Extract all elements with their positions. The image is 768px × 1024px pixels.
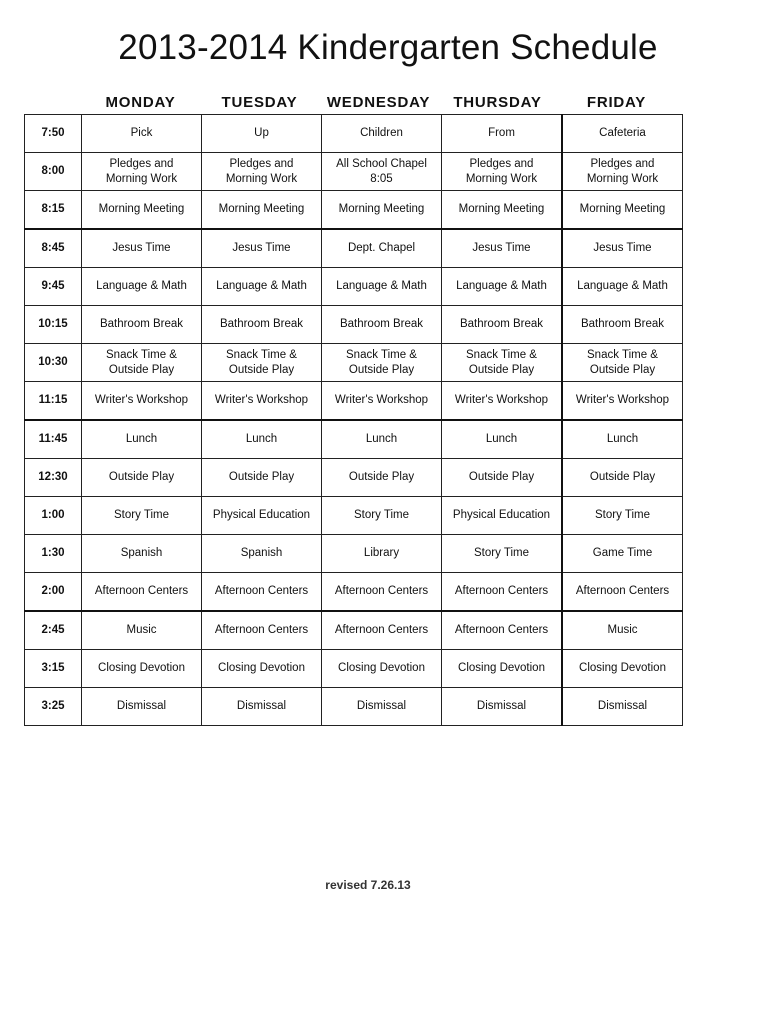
schedule-cell-thursday — [442, 344, 563, 382]
activity-label: Afternoon Centers — [214, 585, 309, 597]
schedule-cell-friday — [562, 611, 683, 650]
schedule-cell-tuesday — [202, 611, 322, 650]
schedule-cell-wednesday — [322, 650, 442, 688]
schedule-cell-thursday — [442, 306, 563, 344]
day-header-wednesday: WEDNESDAY — [326, 94, 431, 111]
schedule-cell-wednesday — [322, 153, 442, 191]
activity-label: Up — [254, 127, 269, 139]
time-cell: 9:45 — [25, 268, 82, 306]
activity-label: 8:05 — [370, 172, 393, 185]
schedule-cell-friday — [562, 650, 683, 688]
schedule-cell-wednesday — [322, 573, 442, 612]
activity-label: Afternoon Centers — [214, 624, 309, 636]
table-row — [25, 420, 683, 459]
schedule-cell-monday — [82, 650, 202, 688]
activity-label: Spanish — [120, 547, 163, 559]
schedule-cell-tuesday — [202, 191, 322, 230]
time-cell: 8:15 — [25, 191, 82, 230]
day-header-friday: FRIDAY — [586, 94, 647, 111]
table-row — [25, 497, 683, 535]
activity-label: Story Time — [474, 547, 529, 559]
activity-label: Morning Work — [465, 172, 538, 185]
activity-label: Snack Time & — [226, 348, 297, 361]
activity-label: Jesus Time — [112, 242, 171, 254]
schedule-cell-monday — [82, 535, 202, 573]
schedule-cell-monday — [82, 497, 202, 535]
activity-label: Language & Math — [336, 280, 427, 292]
activity-label: Closing Devotion — [338, 662, 425, 674]
activity-label: Morning Meeting — [98, 203, 185, 215]
schedule-cell-wednesday — [322, 306, 442, 344]
activity-label: Pick — [130, 127, 153, 139]
schedule-cell-wednesday — [322, 420, 442, 459]
schedule-cell-monday — [82, 459, 202, 497]
activity-label: Outside Play — [468, 471, 535, 483]
activity-label: Dismissal — [597, 700, 648, 712]
activity-label: Morning Meeting — [579, 203, 666, 215]
schedule-cell-friday — [562, 115, 683, 153]
activity-label: Jesus Time — [593, 242, 652, 254]
schedule-cell-thursday — [442, 688, 563, 726]
activity-label: Dismissal — [476, 700, 527, 712]
activity-label: Afternoon Centers — [575, 585, 670, 597]
schedule-cell-monday — [82, 268, 202, 306]
schedule-cell-monday — [82, 611, 202, 650]
schedule-cell-thursday — [442, 268, 563, 306]
schedule-cell-thursday — [442, 497, 563, 535]
schedule-cell-thursday — [442, 573, 563, 612]
activity-label: Language & Math — [96, 280, 187, 292]
activity-label: Writer's Workshop — [575, 394, 670, 406]
day-header-tuesday: TUESDAY — [221, 94, 298, 111]
schedule-cell-wednesday — [322, 459, 442, 497]
activity-label: Writer's Workshop — [334, 394, 429, 406]
schedule-cell-monday — [82, 382, 202, 421]
activity-label: Outside Play — [589, 363, 656, 376]
activity-label: Lunch — [606, 433, 639, 445]
activity-label: Bathroom Break — [580, 318, 665, 330]
table-row — [25, 191, 683, 230]
activity-label: Library — [363, 547, 400, 559]
schedule-cell-friday — [562, 382, 683, 421]
activity-label: Music — [126, 624, 157, 636]
time-cell: 12:30 — [25, 459, 82, 497]
schedule-cell-wednesday — [322, 688, 442, 726]
activity-label: Story Time — [114, 509, 169, 521]
activity-label: Morning Meeting — [458, 203, 545, 215]
activity-label: Lunch — [485, 433, 518, 445]
time-cell: 10:15 — [25, 306, 82, 344]
time-cell: 1:30 — [25, 535, 82, 573]
activity-label: Story Time — [595, 509, 650, 521]
activity-label: Closing Devotion — [218, 662, 305, 674]
schedule-cell-monday — [82, 420, 202, 459]
activity-label: Bathroom Break — [339, 318, 424, 330]
schedule-cell-monday — [82, 688, 202, 726]
activity-label: Pledges and — [590, 157, 655, 170]
schedule-cell-thursday — [442, 382, 563, 421]
schedule-cell-thursday — [442, 420, 563, 459]
schedule-cell-friday — [562, 497, 683, 535]
schedule-cell-friday — [562, 688, 683, 726]
activity-label: Afternoon Centers — [94, 585, 189, 597]
activity-label: Afternoon Centers — [454, 624, 549, 636]
activity-label: Pledges and — [229, 157, 294, 170]
day-header-thursday: THURSDAY — [453, 94, 542, 111]
activity-label: Closing Devotion — [458, 662, 545, 674]
schedule-cell-friday — [562, 535, 683, 573]
activity-label: Lunch — [365, 433, 398, 445]
schedule-cell-thursday — [442, 650, 563, 688]
table-row — [25, 459, 683, 497]
activity-label: Writer's Workshop — [94, 394, 189, 406]
activity-label: Dismissal — [116, 700, 167, 712]
schedule-cell-friday — [562, 306, 683, 344]
time-cell: 8:00 — [25, 153, 82, 191]
time-cell: 1:00 — [25, 497, 82, 535]
table-row — [25, 153, 683, 191]
activity-label: Bathroom Break — [219, 318, 304, 330]
schedule-cell-wednesday — [322, 535, 442, 573]
schedule-cell-monday — [82, 306, 202, 344]
table-row — [25, 382, 683, 421]
table-row — [25, 650, 683, 688]
schedule-cell-thursday — [442, 535, 563, 573]
activity-label: Snack Time & — [466, 348, 537, 361]
schedule-cell-wednesday — [322, 229, 442, 268]
schedule-cell-wednesday — [322, 497, 442, 535]
schedule-cell-thursday — [442, 191, 563, 230]
schedule-cell-tuesday — [202, 535, 322, 573]
activity-label: Outside Play — [589, 471, 656, 483]
schedule-cell-tuesday — [202, 306, 322, 344]
activity-label: Language & Math — [456, 280, 547, 292]
revised-note: revised 7.26.13 — [325, 878, 411, 892]
schedule-cell-tuesday — [202, 573, 322, 612]
activity-label: Outside Play — [228, 471, 295, 483]
activity-label: Bathroom Break — [99, 318, 184, 330]
table-row — [25, 688, 683, 726]
schedule-cell-monday — [82, 229, 202, 268]
schedule-cell-friday — [562, 420, 683, 459]
table-row — [25, 268, 683, 306]
activity-label: Pledges and — [469, 157, 534, 170]
activity-label: Morning Meeting — [218, 203, 305, 215]
activity-label: Writer's Workshop — [214, 394, 309, 406]
schedule-table — [24, 114, 683, 726]
schedule-cell-tuesday — [202, 420, 322, 459]
activity-label: Pledges and — [109, 157, 174, 170]
schedule-cell-tuesday — [202, 268, 322, 306]
activity-label: Closing Devotion — [579, 662, 666, 674]
schedule-cell-thursday — [442, 229, 563, 268]
schedule-cell-thursday — [442, 459, 563, 497]
schedule-cell-monday — [82, 191, 202, 230]
activity-label: From — [488, 127, 515, 139]
table-row — [25, 229, 683, 268]
page-title: 2013-2014 Kindergarten Schedule — [118, 28, 658, 67]
schedule-cell-tuesday — [202, 344, 322, 382]
activity-label: Game Time — [592, 547, 653, 559]
schedule-cell-friday — [562, 268, 683, 306]
schedule-cell-thursday — [442, 611, 563, 650]
table-row — [25, 535, 683, 573]
schedule-cell-monday — [82, 115, 202, 153]
table-row — [25, 611, 683, 650]
activity-label: Outside Play — [468, 363, 535, 376]
schedule-cell-wednesday — [322, 191, 442, 230]
activity-label: Lunch — [245, 433, 278, 445]
schedule-cell-friday — [562, 573, 683, 612]
table-row — [25, 306, 683, 344]
schedule-cell-tuesday — [202, 497, 322, 535]
time-cell: 2:00 — [25, 573, 82, 612]
schedule-cell-tuesday — [202, 115, 322, 153]
activity-label: Cafeteria — [599, 127, 646, 139]
time-cell: 11:45 — [25, 420, 82, 459]
time-cell: 10:30 — [25, 344, 82, 382]
schedule-cell-tuesday — [202, 382, 322, 421]
time-cell: 3:15 — [25, 650, 82, 688]
activity-label: Dept. Chapel — [347, 242, 416, 254]
schedule-cell-friday — [562, 229, 683, 268]
activity-label: Physical Education — [452, 509, 551, 521]
activity-label: Outside Play — [108, 471, 175, 483]
activity-label: Jesus Time — [472, 242, 531, 254]
schedule-cell-tuesday — [202, 688, 322, 726]
activity-label: Morning Work — [105, 172, 178, 185]
activity-label: Jesus Time — [232, 242, 291, 254]
schedule-cell-monday — [82, 573, 202, 612]
activity-label: All School Chapel — [336, 157, 427, 170]
day-header-monday: MONDAY — [105, 94, 176, 111]
schedule-cell-friday — [562, 191, 683, 230]
activity-label: Bathroom Break — [459, 318, 544, 330]
activity-label: Writer's Workshop — [454, 394, 549, 406]
activity-label: Dismissal — [236, 700, 287, 712]
activity-label: Children — [360, 127, 403, 139]
schedule-cell-thursday — [442, 153, 563, 191]
table-row — [25, 344, 683, 382]
activity-label: Snack Time & — [106, 348, 177, 361]
schedule-cell-wednesday — [322, 268, 442, 306]
activity-label: Morning Work — [586, 172, 659, 185]
activity-label: Snack Time & — [346, 348, 417, 361]
activity-label: Afternoon Centers — [334, 585, 429, 597]
activity-label: Language & Math — [577, 280, 668, 292]
activity-label: Spanish — [240, 547, 283, 559]
schedule-cell-tuesday — [202, 459, 322, 497]
activity-label: Afternoon Centers — [334, 624, 429, 636]
schedule-cell-wednesday — [322, 611, 442, 650]
schedule-cell-tuesday — [202, 650, 322, 688]
activity-label: Morning Work — [225, 172, 298, 185]
schedule-cell-wednesday — [322, 115, 442, 153]
table-row — [25, 573, 683, 612]
schedule-cell-wednesday — [322, 382, 442, 421]
time-cell: 3:25 — [25, 688, 82, 726]
schedule-body — [25, 115, 683, 726]
time-cell: 8:45 — [25, 229, 82, 268]
activity-label: Outside Play — [348, 363, 415, 376]
activity-label: Snack Time & — [587, 348, 658, 361]
activity-label: Closing Devotion — [98, 662, 185, 674]
activity-label: Dismissal — [356, 700, 407, 712]
schedule-cell-monday — [82, 153, 202, 191]
schedule-cell-wednesday — [322, 344, 442, 382]
schedule-cell-tuesday — [202, 229, 322, 268]
activity-label: Music — [607, 624, 638, 636]
activity-label: Physical Education — [212, 509, 311, 521]
day-header-row — [81, 94, 676, 114]
activity-label: Outside Play — [348, 471, 415, 483]
activity-label: Afternoon Centers — [454, 585, 549, 597]
activity-label: Morning Meeting — [338, 203, 425, 215]
schedule-cell-friday — [562, 153, 683, 191]
schedule-cell-friday — [562, 459, 683, 497]
schedule-cell-thursday — [442, 115, 563, 153]
table-row — [25, 115, 683, 153]
activity-label: Story Time — [354, 509, 409, 521]
schedule-cell-tuesday — [202, 153, 322, 191]
activity-label: Language & Math — [216, 280, 307, 292]
time-cell: 7:50 — [25, 115, 82, 153]
activity-label: Lunch — [125, 433, 158, 445]
time-cell: 2:45 — [25, 611, 82, 650]
activity-label: Outside Play — [228, 363, 295, 376]
time-cell: 11:15 — [25, 382, 82, 421]
schedule-cell-friday — [562, 344, 683, 382]
schedule-cell-monday — [82, 344, 202, 382]
activity-label: Outside Play — [108, 363, 175, 376]
